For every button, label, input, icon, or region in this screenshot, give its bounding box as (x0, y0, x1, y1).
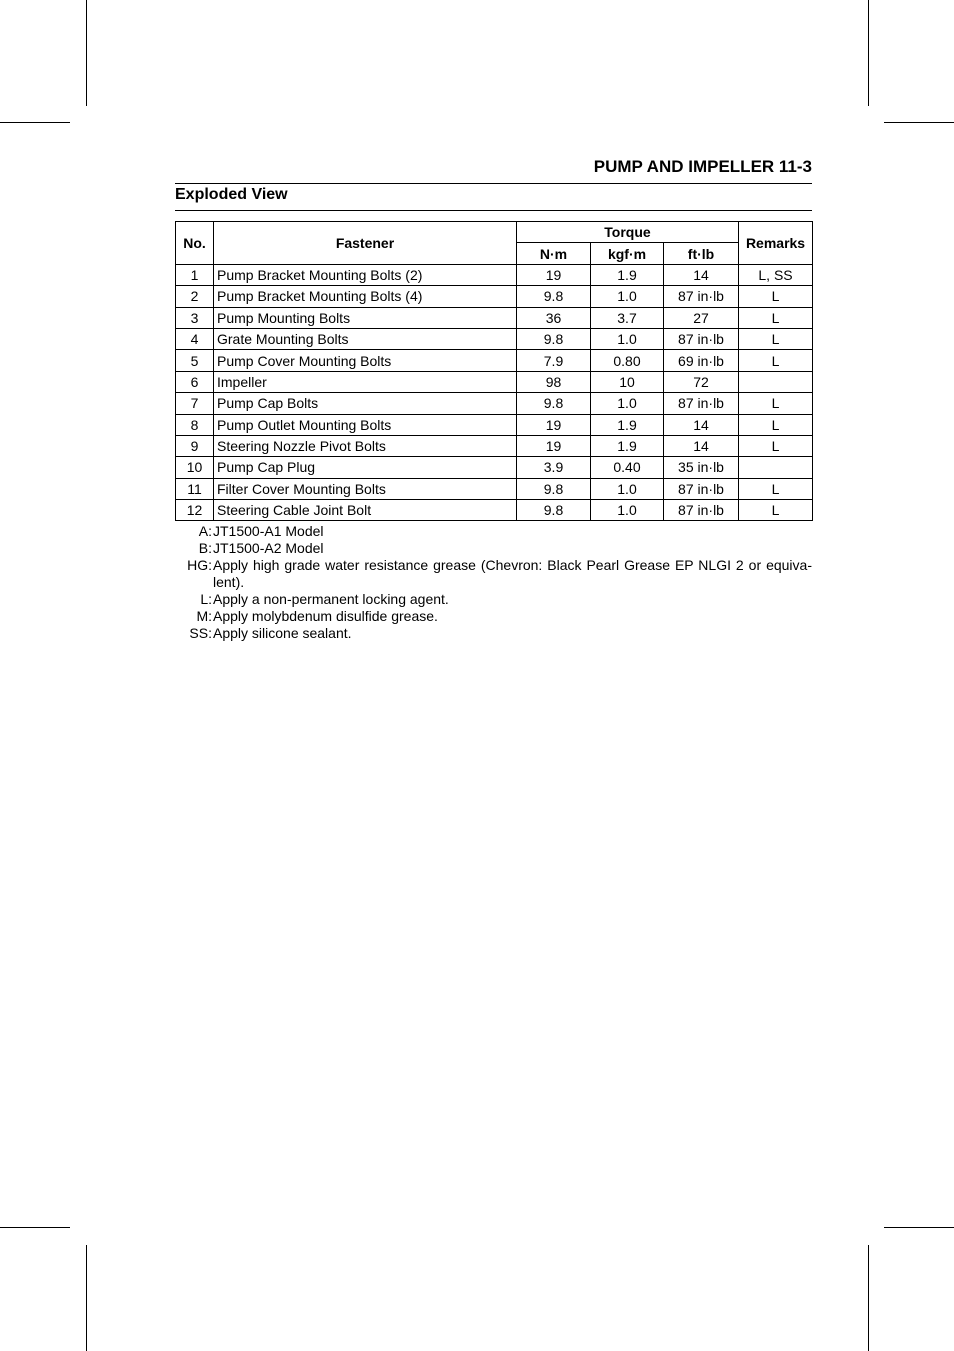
note-text: Apply a non-permanent locking agent. (213, 591, 449, 607)
cell-ftlb: 35 in·lb (664, 457, 739, 478)
cell-no: 7 (176, 393, 214, 414)
cell-kgfm: 1.0 (591, 286, 664, 307)
cell-fastener: Pump Cap Plug (214, 457, 517, 478)
note-key: L: (200, 591, 212, 607)
crop-mark (868, 0, 869, 106)
cell-no: 8 (176, 414, 214, 435)
cell-remarks (739, 371, 813, 392)
header-fastener: Fastener (214, 222, 517, 265)
cell-remarks: L (739, 350, 813, 371)
cell-kgfm: 1.0 (591, 328, 664, 349)
cell-fastener: Pump Cover Mounting Bolts (214, 350, 517, 371)
cell-ftlb: 87 in·lb (664, 393, 739, 414)
note-item (175, 557, 812, 591)
cell-kgfm: 1.0 (591, 500, 664, 521)
note-key: A: (198, 523, 212, 539)
table-row (176, 478, 813, 499)
cell-nm: 9.8 (517, 393, 591, 414)
cell-nm: 98 (517, 371, 591, 392)
cell-no: 6 (176, 371, 214, 392)
table-row (176, 435, 813, 456)
header-ftlb: ft·lb (664, 243, 739, 264)
cell-nm: 19 (517, 435, 591, 456)
cell-fastener: Pump Cap Bolts (214, 393, 517, 414)
note-text: Apply molybdenum disulfide grease. (213, 608, 438, 624)
cell-ftlb: 87 in·lb (664, 286, 739, 307)
cell-kgfm: 1.9 (591, 414, 664, 435)
header-kgfm: kgf·m (591, 243, 664, 264)
table-row (176, 371, 813, 392)
cell-kgfm: 3.7 (591, 307, 664, 328)
cell-nm: 9.8 (517, 500, 591, 521)
table-row (176, 393, 813, 414)
cell-remarks: L, SS (739, 264, 813, 285)
cell-ftlb: 87 in·lb (664, 500, 739, 521)
cell-remarks: L (739, 286, 813, 307)
table-row (176, 350, 813, 371)
cell-ftlb: 27 (664, 307, 739, 328)
cell-ftlb: 72 (664, 371, 739, 392)
cell-nm: 19 (517, 264, 591, 285)
cell-no: 4 (176, 328, 214, 349)
cell-fastener: Pump Bracket Mounting Bolts (2) (214, 264, 517, 285)
note-item (175, 591, 812, 608)
header-remarks: Remarks (739, 222, 813, 265)
cell-kgfm: 10 (591, 371, 664, 392)
cell-remarks: L (739, 478, 813, 499)
header-no: No. (176, 222, 214, 265)
cell-nm: 7.9 (517, 350, 591, 371)
cell-nm: 9.8 (517, 478, 591, 499)
cell-ftlb: 87 in·lb (664, 478, 739, 499)
cell-no: 2 (176, 286, 214, 307)
note-key: M: (196, 608, 212, 624)
crop-mark (86, 1245, 87, 1351)
cell-kgfm: 1.0 (591, 478, 664, 499)
crop-mark (0, 122, 70, 123)
cell-no: 12 (176, 500, 214, 521)
cell-fastener: Pump Bracket Mounting Bolts (4) (214, 286, 517, 307)
crop-mark (884, 1227, 954, 1228)
crop-mark (884, 122, 954, 123)
cell-no: 11 (176, 478, 214, 499)
cell-no: 3 (176, 307, 214, 328)
cell-remarks (739, 457, 813, 478)
cell-remarks: L (739, 435, 813, 456)
cell-kgfm: 1.9 (591, 264, 664, 285)
table-row (176, 500, 813, 521)
cell-remarks: L (739, 307, 813, 328)
cell-fastener: Steering Nozzle Pivot Bolts (214, 435, 517, 456)
note-text: Apply silicone sealant. (213, 625, 352, 641)
header-nm: N·m (517, 243, 591, 264)
table-row (176, 414, 813, 435)
cell-kgfm: 0.80 (591, 350, 664, 371)
cell-fastener: Pump Mounting Bolts (214, 307, 517, 328)
cell-no: 10 (176, 457, 214, 478)
cell-nm: 3.9 (517, 457, 591, 478)
note-text: JT1500-A2 Model (213, 540, 324, 556)
note-item (175, 540, 812, 557)
notes-list (175, 523, 812, 642)
note-text: JT1500-A1 Model (213, 523, 324, 539)
page-header: PUMP AND IMPELLER 11-3 (593, 157, 812, 176)
cell-fastener: Grate Mounting Bolts (214, 328, 517, 349)
cell-ftlb: 69 in·lb (664, 350, 739, 371)
note-item (175, 608, 812, 625)
table-row (176, 457, 813, 478)
cell-fastener: Impeller (214, 371, 517, 392)
cell-ftlb: 14 (664, 264, 739, 285)
cell-no: 9 (176, 435, 214, 456)
note-key: HG: (187, 557, 212, 573)
cell-remarks: L (739, 414, 813, 435)
table-row (176, 328, 813, 349)
cell-nm: 19 (517, 414, 591, 435)
crop-mark (868, 1245, 869, 1351)
section-rule (175, 210, 812, 211)
crop-mark (86, 0, 87, 106)
cell-fastener: Filter Cover Mounting Bolts (214, 478, 517, 499)
table-row (176, 307, 813, 328)
section-title: Exploded View (175, 186, 288, 203)
cell-remarks: L (739, 393, 813, 414)
table-row (176, 286, 813, 307)
cell-kgfm: 1.9 (591, 435, 664, 456)
note-key: B: (198, 540, 212, 556)
note-item (175, 523, 812, 540)
note-item (175, 625, 812, 642)
cell-kgfm: 1.0 (591, 393, 664, 414)
cell-ftlb: 14 (664, 435, 739, 456)
cell-no: 5 (176, 350, 214, 371)
torque-table (175, 221, 813, 521)
table-row (176, 264, 813, 285)
cell-fastener: Pump Outlet Mounting Bolts (214, 414, 517, 435)
cell-fastener: Steering Cable Joint Bolt (214, 500, 517, 521)
cell-nm: 36 (517, 307, 591, 328)
cell-nm: 9.8 (517, 328, 591, 349)
header-rule (175, 183, 812, 184)
cell-kgfm: 0.40 (591, 457, 664, 478)
cell-remarks: L (739, 500, 813, 521)
cell-nm: 9.8 (517, 286, 591, 307)
crop-mark (0, 1227, 70, 1228)
cell-no: 1 (176, 264, 214, 285)
note-text: Apply high grade water resistance grease (Chevron: Black Pearl Grease EP NLGI 2 or equiva-lent). (213, 557, 812, 590)
cell-ftlb: 87 in·lb (664, 328, 739, 349)
cell-ftlb: 14 (664, 414, 739, 435)
header-torque: Torque (517, 222, 739, 243)
cell-remarks: L (739, 328, 813, 349)
note-key: SS: (189, 625, 212, 641)
